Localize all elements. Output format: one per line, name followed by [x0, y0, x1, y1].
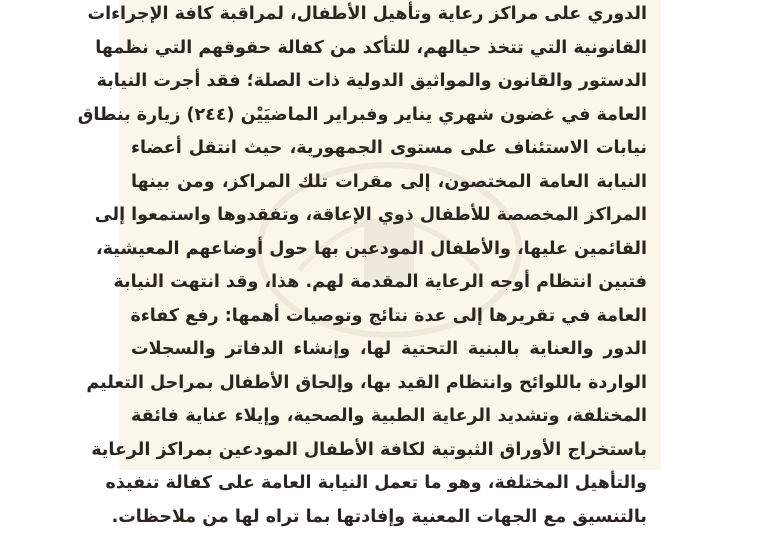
text-line-12: الواردة باللوائح وانتظام القيد بها، وإلحاق الأطفال بمراحل التعليم	[131, 367, 647, 401]
text-line-3: الدستور والقانون والمواثيق الدولية ذات الصلة؛ فقد أجرت النيابة	[131, 65, 647, 99]
text-line-16: بالتنسيق مع الجهات المعنية وإفادتها بما تراه لها من ملاحظات.	[131, 501, 647, 534]
text-line-15: والتأهيل المختلفة، وهو ما تعمل النيابة العامة على كفالة تنفيذه	[131, 467, 647, 501]
text-line-1: الدوري على مراكز رعاية وتأهيل الأطفال، لمراقبة كافة الإجراءات	[131, 0, 647, 32]
text-line-14: باستخراج الأوراق الثبوتية لكافة الأطفال المودعين بمراكز الرعاية	[131, 434, 647, 468]
text-line-10: العامة في تقريرها إلى عدة نتائج وتوصيات أهمها: رفع كفاءة	[131, 300, 647, 334]
text-line-9: فتبين انتظام أوجه الرعاية المقدمة لهم. هذا، وقد انتهت النيابة	[131, 266, 647, 300]
text-line-13: المختلفة، وتشديد الرعاية الطبية والصحية، وإيلاء عناية فائقة	[131, 400, 647, 434]
document-page	[119, 0, 661, 470]
text-line-5: نيابات الاستئناف على مستوى الجمهورية، حيث انتقل أعضاء	[131, 132, 647, 166]
text-line-2: القانونية التي تتخذ حيالهم، للتأكد من كفالة حقوقهم التي نظمها	[131, 32, 647, 66]
text-line-8: القائمين عليها، والأطفال المودعين بها حول أوضاعهم المعيشية،	[131, 233, 647, 267]
article-body	[131, 0, 647, 534]
text-line-6: النيابة العامة المختصون، إلى مقرات تلك المراكز، ومن بينها	[131, 166, 647, 200]
text-line-7: المراكز المخصصة للأطفال ذوي الإعاقة، وتفقدوها واستمعوا إلى	[131, 199, 647, 233]
text-line-4: العامة في غضون شهري يناير وفبراير الماضيَيْن (٢٤٤) زيارة بنطاق	[131, 99, 647, 133]
text-line-11: الدور والعناية بالبنية التحتية لها، وإنشاء الدفاتر والسجلات	[131, 333, 647, 367]
